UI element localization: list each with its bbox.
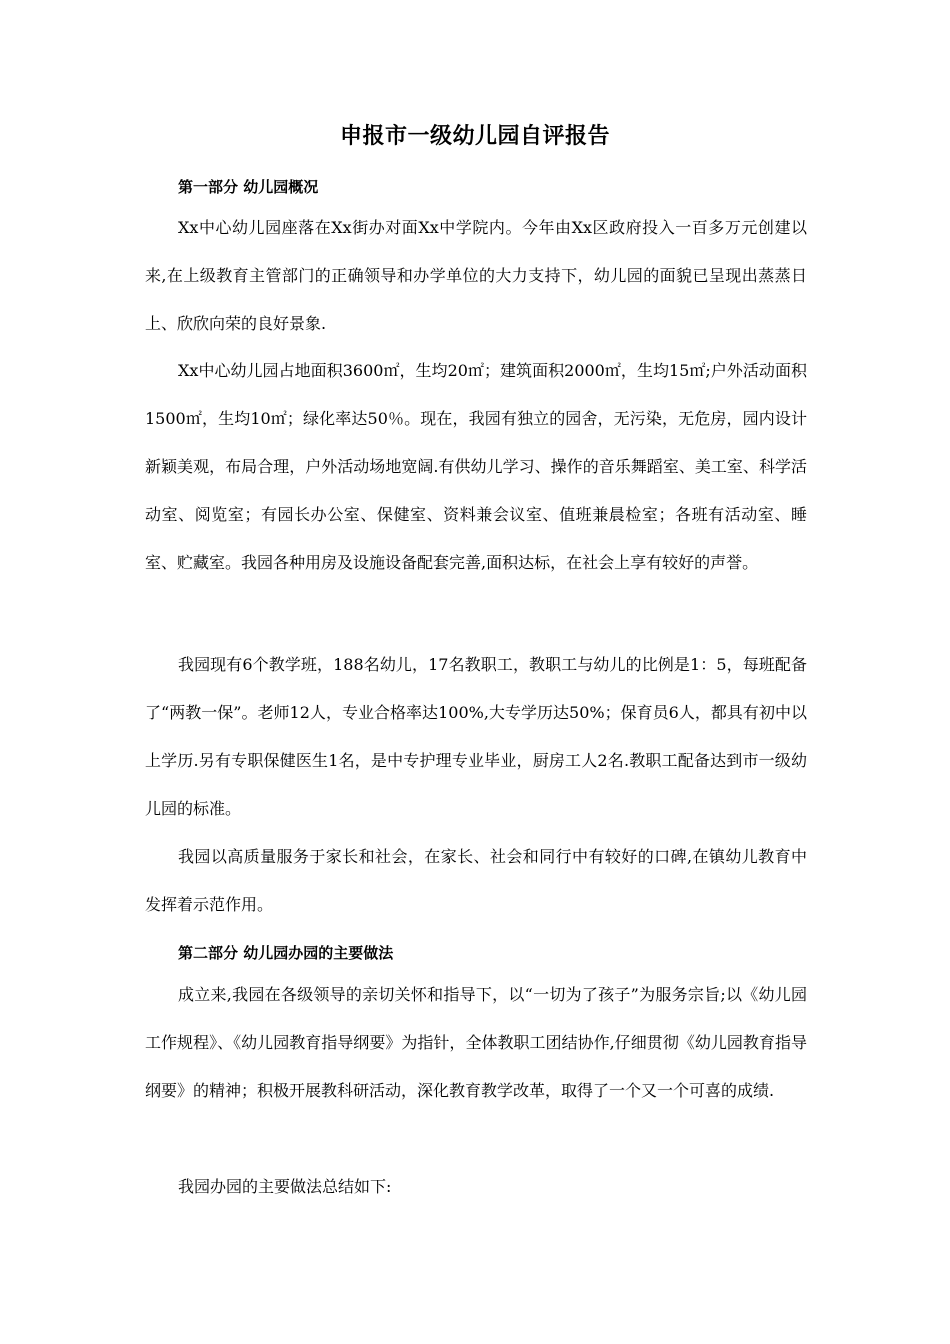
section-heading-2: 第二部分 幼儿园办园的主要做法	[178, 944, 394, 962]
paragraph: Xx中心幼儿园占地面积3600㎡，生均20㎡；建筑面积2000㎡，生均15㎡;户外活动面积1500㎡，生均10㎡；绿化率达50％。现在，我园有独立的园舍，无污染，无危房，园内设计新颖美观，布局合理，户外活动场地宽阔.有供幼儿学习、操作的音乐舞蹈室、美工室、科学活动室、阅览室；有园长办公室、保健室、资料兼会议室、值班兼晨检室；各班有活动室、睡室、贮藏室。我园各种用房及设施设备配套完善,面积达标，在社会上享有较好的声誉。	[145, 361, 807, 572]
paragraph: 我园现有6个教学班，188名幼儿，17名教职工，教职工与幼儿的比例是1：5，每班配备了“两教一保”。老师12人，专业合格率达100%,大专学历达50%；保育员6人，都具有初中以上学历.另有专职保健医生1名，是中专护理专业毕业，厨房工人2名.教职工配备达到市一级幼儿园的标准。	[145, 655, 807, 818]
paragraph: 我园办园的主要做法总结如下:	[178, 1177, 392, 1196]
section-heading-1: 第一部分 幼儿园概况	[178, 178, 319, 196]
paragraph: 我园以高质量服务于家长和社会，在家长、社会和同行中有较好的口碑,在镇幼儿教育中发挥着示范作用。	[145, 847, 807, 914]
document-title: 申报市一级幼儿园自评报告	[339, 124, 610, 149]
paragraph: Xx中心幼儿园座落在Xx街办对面Xx中学院内。今年由Xx区政府投入一百多万元创建以来,在上级教育主管部门的正确领导和办学单位的大力支持下，幼儿园的面貌已呈现出蒸蒸日上、欣欣向荣的良好景象.	[145, 218, 807, 333]
paragraph: 成立来,我园在各级领导的亲切关怀和指导下，以“一切为了孩子”为服务宗旨;以《幼儿园工作规程》、《幼儿园教育指导纲要》为指针，全体教职工团结协作,仔细贯彻《幼儿园教育指导纲要》的精神；积极开展教科研活动，深化教育教学改革，取得了一个又一个可喜的成绩.	[145, 985, 807, 1100]
